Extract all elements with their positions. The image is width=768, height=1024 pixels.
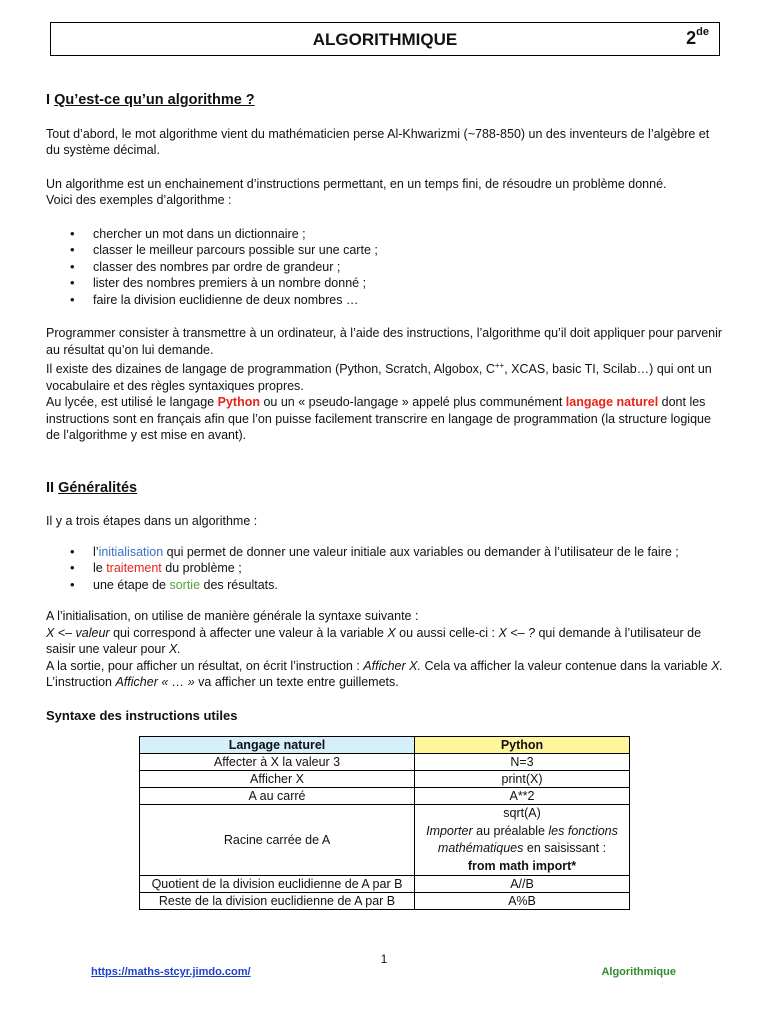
list-item: • classer le meilleur parcours possible sur une carte ; bbox=[46, 242, 726, 259]
table-cell: A//B bbox=[415, 876, 630, 893]
table-cell: Reste de la division euclidienne de A par B bbox=[140, 893, 415, 910]
footer-label: Algorithmique bbox=[601, 966, 676, 978]
table-row bbox=[140, 771, 630, 788]
table-cell: N=3 bbox=[415, 754, 630, 771]
header-box bbox=[50, 22, 720, 56]
list-item: • l’initialisation qui permet de donner une valeur initiale aux variables ou demander à l’utilisateur de le faire ; bbox=[46, 544, 726, 561]
paragraph-origin: Tout d’abord, le mot algorithme vient du mathématicien perse Al-Khwarizmi (~788-850) un des inventeurs de l’algèbre et du système décimal. bbox=[46, 126, 710, 157]
list-item: • faire la division euclidienne de deux nombres … bbox=[46, 292, 726, 309]
paragraph-init-example: X <– valeur qui correspond à affecter une valeur à la variable X ou aussi celle-ci : X <– ? qui demande à l’utilisateur de saisir une valeur pour X. bbox=[46, 625, 702, 657]
paragraph-examples-intro: Voici des exemples d’algorithme : bbox=[46, 193, 232, 207]
examples-list bbox=[46, 226, 726, 309]
footer-link[interactable]: https://maths-stcyr.jimdo.com/ bbox=[91, 966, 251, 978]
paragraph-definition: Un algorithme est un enchainement d’instructions permettant, en un temps fini, de résoudre un problème donné. bbox=[46, 176, 667, 191]
column-header-natural: Langage naturel bbox=[140, 737, 415, 754]
list-item: • lister des nombres premiers à un nombre donné ; bbox=[46, 275, 726, 292]
table-row bbox=[140, 876, 630, 893]
table-cell: A au carré bbox=[140, 788, 415, 805]
table-row bbox=[140, 754, 630, 771]
column-header-python: Python bbox=[415, 737, 630, 754]
table-cell: sqrt(A) Importer au préalable les fonctions mathématiques en saisissant : from math import* bbox=[415, 805, 630, 876]
steps-list bbox=[46, 544, 726, 594]
list-item: • classer des nombres par ordre de grandeur ; bbox=[46, 259, 726, 276]
section-1-heading: I Qu’est-ce qu’un algorithme ? bbox=[46, 92, 255, 108]
table-cell: Afficher X bbox=[140, 771, 415, 788]
paragraph-init-syntax: A l’initialisation, on utilise de manière générale la syntaxe suivante : bbox=[46, 609, 419, 624]
class-level: 2de bbox=[686, 26, 709, 48]
table-cell: A%B bbox=[415, 893, 630, 910]
syntax-heading: Syntaxe des instructions utiles bbox=[46, 707, 238, 723]
list-item: • une étape de sortie des résultats. bbox=[46, 577, 726, 594]
paragraph-output: A la sortie, pour afficher un résultat, on écrit l’instruction : Afficher X. Cela va afficher la valeur contenue dans la variable X. L’instruction Afficher « … » va afficher un texte entre guillemets. bbox=[46, 658, 724, 690]
syntax-table bbox=[139, 736, 630, 910]
table-row bbox=[140, 805, 630, 876]
paragraph-programming: Programmer consister à transmettre à un ordinateur, à l’aide des instructions, l’algorithme qu’il doit appliquer pour parvenir au résultat qu’on lui demande. bbox=[46, 326, 723, 357]
paragraph-lycee: Au lycée, est utilisé le langage Python ou un « pseudo-langage » appelé plus communément langage naturel dont les instructions sont en français afin que l’on puisse facilement transcrire en langage de programmation (la structure logique de l’algorithme y est mise en avant). bbox=[46, 395, 711, 443]
table-row bbox=[140, 893, 630, 910]
paragraph-languages: Il existe des dizaines de langage de programmation (Python, Scratch, Algobox, C++, XCAS, basic TI, Scilab…) qui ont un vocabulaire et des règles syntaxiques propres. bbox=[46, 361, 712, 393]
paragraph-steps-intro: Il y a trois étapes dans un algorithme : bbox=[46, 514, 258, 529]
main-content bbox=[46, 92, 726, 910]
list-item: • chercher un mot dans un dictionnaire ; bbox=[46, 226, 726, 243]
table-cell: print(X) bbox=[415, 771, 630, 788]
table-cell: A**2 bbox=[415, 788, 630, 805]
table-cell: Affecter à X la valeur 3 bbox=[140, 754, 415, 771]
table-row bbox=[140, 788, 630, 805]
table-cell: Racine carrée de A bbox=[140, 805, 415, 876]
table-cell: Quotient de la division euclidienne de A par B bbox=[140, 876, 415, 893]
page-number: 1 bbox=[380, 952, 388, 966]
page-title: ALGORITHMIQUE bbox=[312, 30, 458, 49]
section-2-heading: II Généralités bbox=[46, 479, 138, 496]
list-item: • le traitement du problème ; bbox=[46, 560, 726, 577]
table-header-row bbox=[140, 737, 630, 754]
